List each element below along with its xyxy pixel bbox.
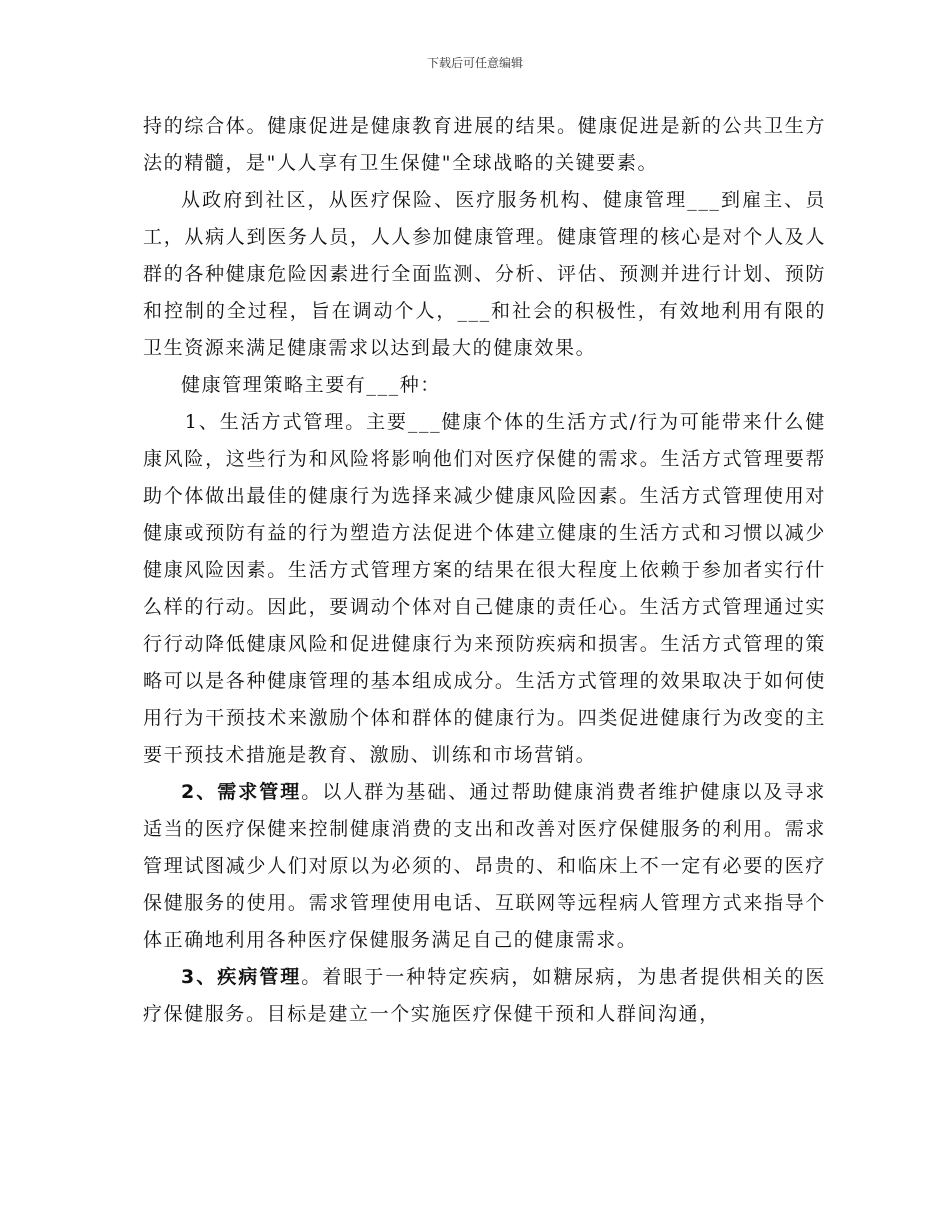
paragraph-health-promotion <box>143 108 826 182</box>
document-body <box>143 108 826 1033</box>
paragraph-text: 健康管理策略主要有___种： <box>181 374 441 396</box>
paragraph-text: 。着眼于一种特定疾病，如糖尿病，为患者提供相关的医疗保健服务。目标是建立一个实施医疗保健干预和人群间沟通， <box>143 966 826 1025</box>
section-heading-demand-management: 2、需求管理 <box>181 781 302 803</box>
paragraph-text: 持的综合体。健康促进是健康教育进展的结果。健康促进是新的公共卫生方法的精髓，是"人人享有卫生保健"全球战略的关键要素。 <box>143 115 826 174</box>
page-header: 下载后可任意编辑 <box>426 56 523 70</box>
paragraph-strategy-intro <box>143 367 826 404</box>
paragraph-health-management-core <box>143 182 826 367</box>
paragraph-text: 从政府到社区，从医疗保险、医疗服务机构、健康管理___到雇主、员工，从病人到医务人员，人人参加健康管理。健康管理的核心是对个人及人群的各种健康危险因素进行全面监测、分析、评估、预测并进行计划、预防和控制的全过程，旨在调动个人，___和社会的积极性，有效地利用有限的卫生资源来满足健康需求以达到最大的健康效果。 <box>143 189 826 359</box>
paragraph-lifestyle-management <box>143 404 826 774</box>
paragraph-demand-management <box>143 774 826 959</box>
paragraph-text: 。以人群为基础、通过帮助健康消费者维护健康以及寻求适当的医疗保健来控制健康消费的支出和改善对医疗保健服务的利用。需求管理试图减少人们对原以为必须的、昂贵的、和临床上不一定有必要的医疗保健服务的使用。需求管理使用电话、互联网等远程病人管理方式来指导个体正确地利用各种医疗保健服务满足自己的健康需求。 <box>143 781 826 951</box>
paragraph-disease-management <box>143 959 826 1033</box>
section-heading-disease-management: 3、疾病管理 <box>181 966 302 988</box>
paragraph-text: 1、生活方式管理。主要___健康个体的生活方式/行为可能带来什么健康风险，这些行为和风险将影响他们对医疗保健的需求。生活方式管理要帮助个体做出最佳的健康行为选择来减少健康风险因素。生活方式管理使用对健康或预防有益的行为塑造方法促进个体建立健康的生活方式和习惯以减少健康风险因素。生活方式管理方案的结果在很大程度上依赖于参加者实行什么样的行动。因此，要调动个体对自己健康的责任心。生活方式管理通过实行行动降低健康风险和促进健康行为来预防疾病和损害。生活方式管理的策略可以是各种健康管理的基本组成成分。生活方式管理的效果取决于如何使用行为干预技术来激励个体和群体的健康行为。四类促进健康行为改变的主要干预技术措施是教育、激励、训练和市场营销。 <box>143 411 826 766</box>
